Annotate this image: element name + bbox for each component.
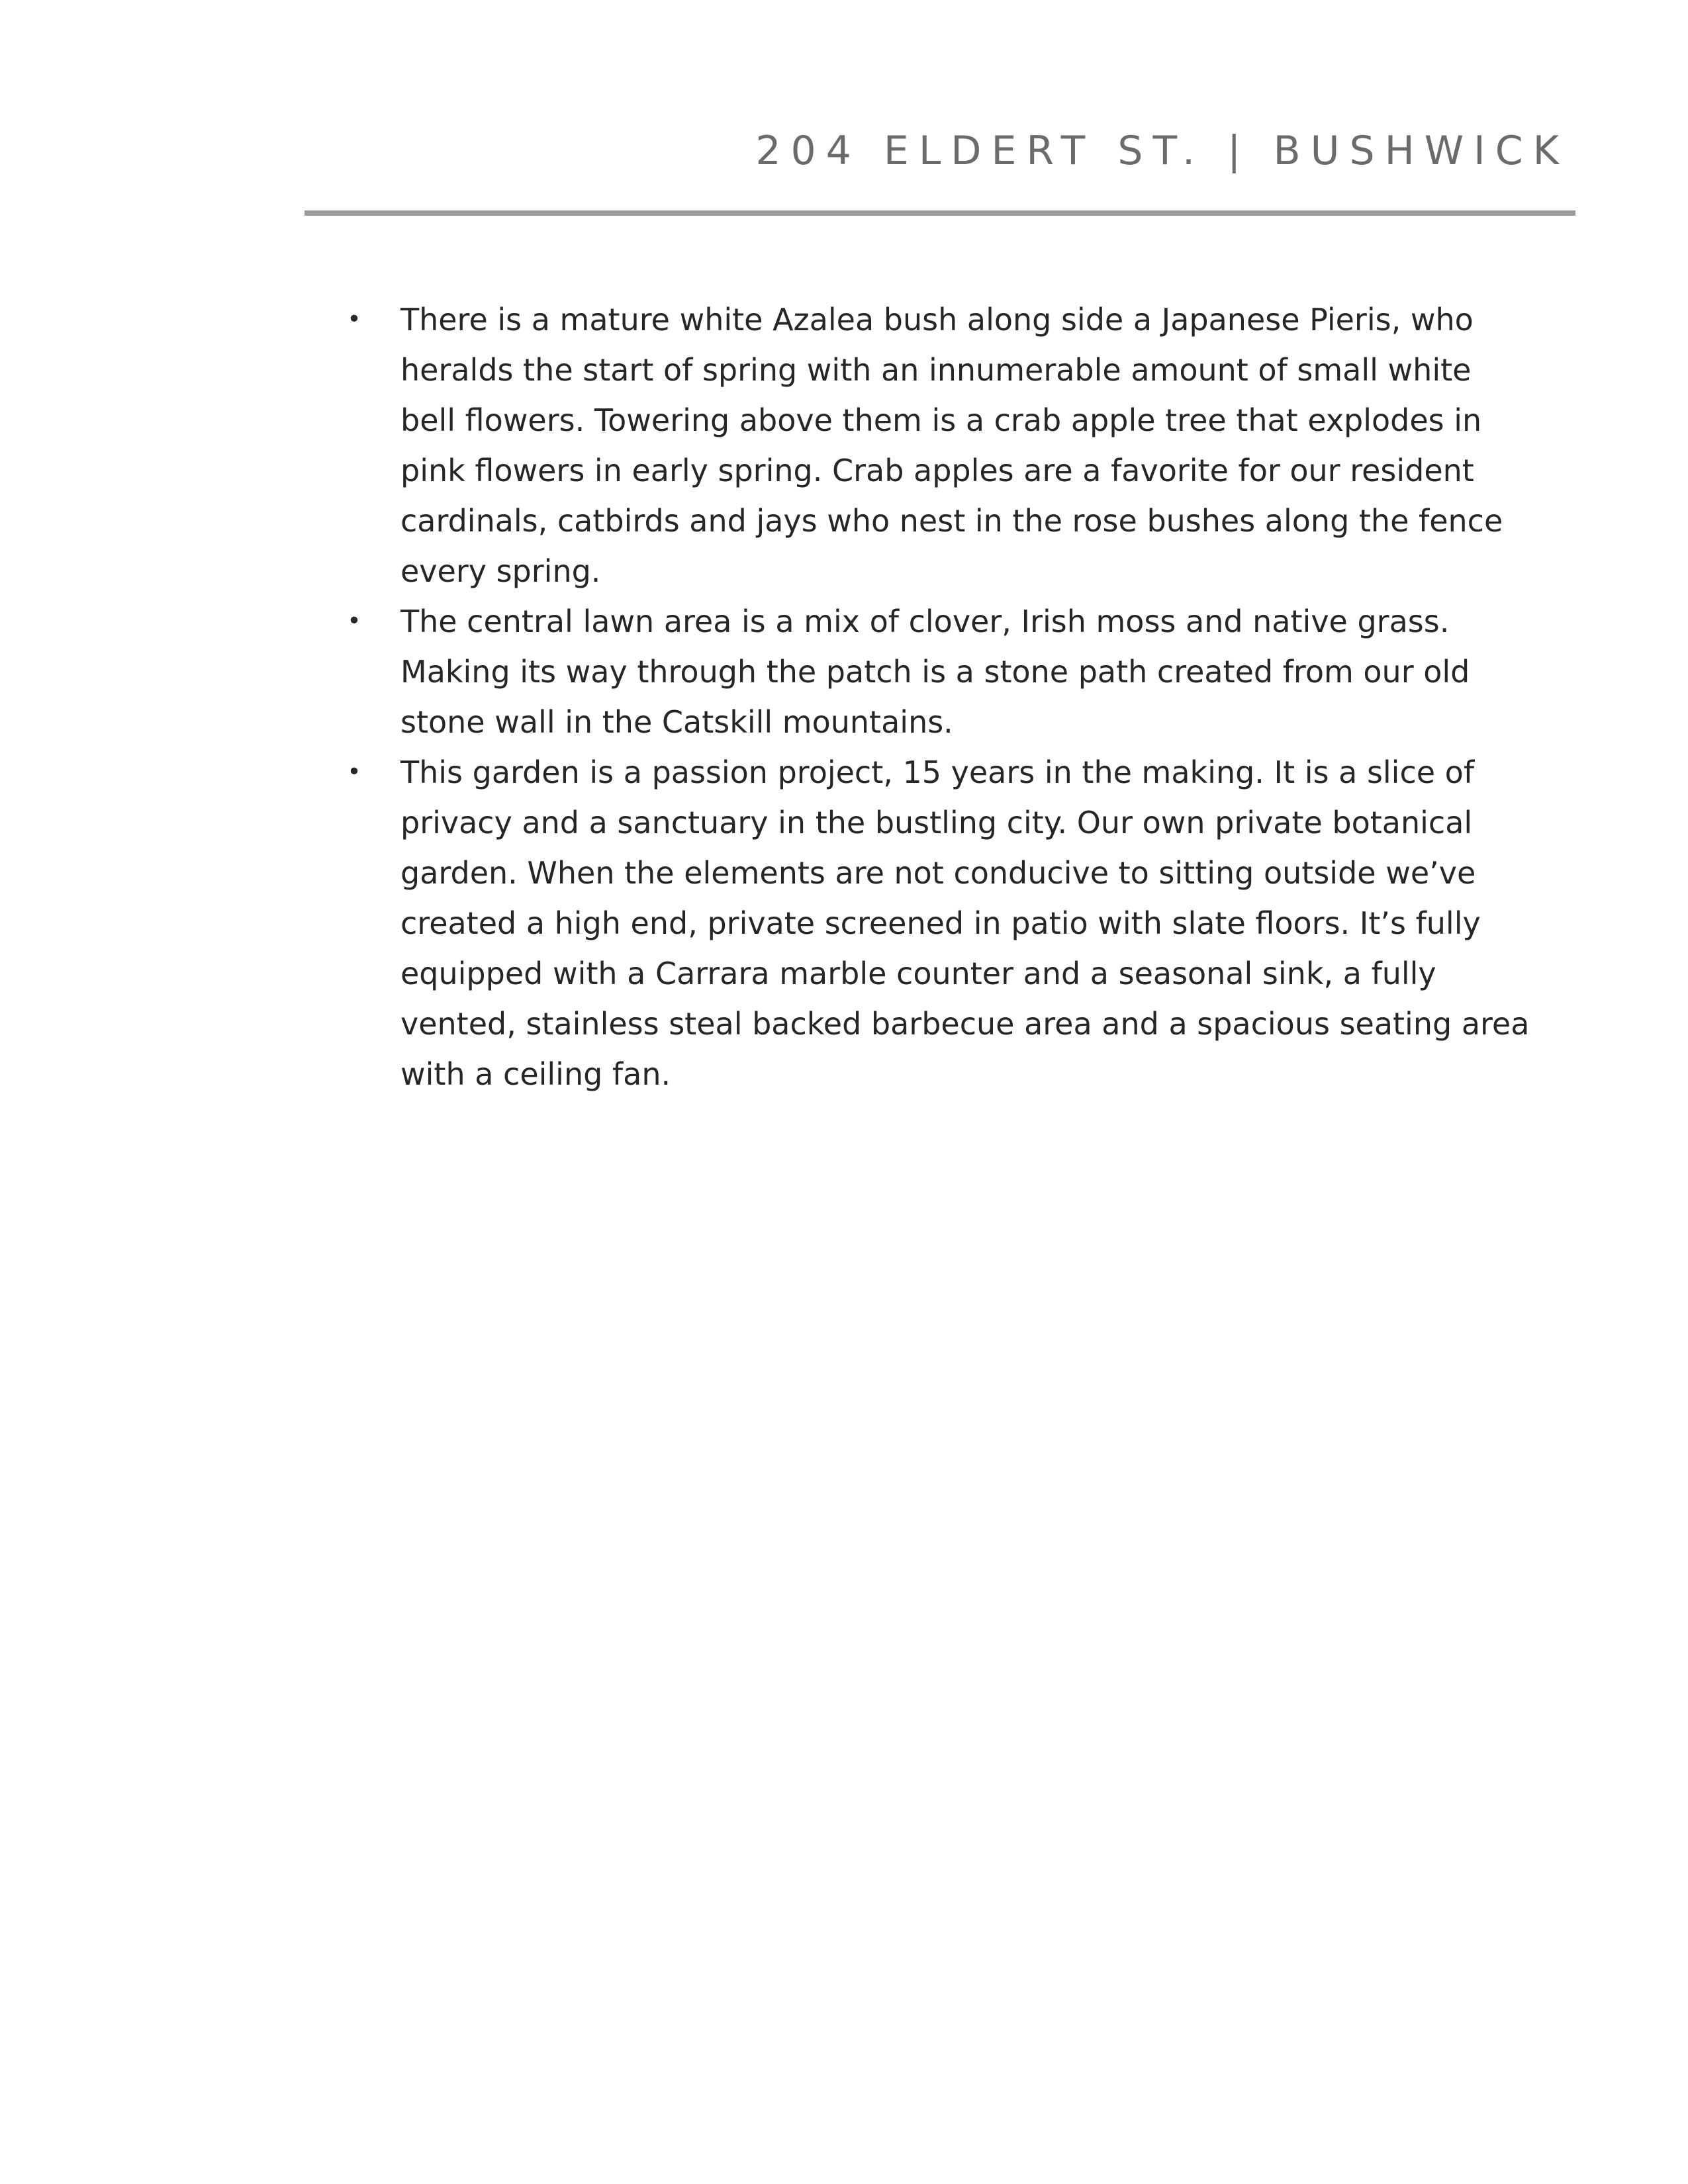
- list-item-text: This garden is a passion project, 15 years in the making. It is a slice of privacy and a sanctuary in the bustling city. Our own private botanical garden. When the elements are not conducive to sitting outside we’ve created a high end, private screened in patio with slate floors. It’s fully equipped with a Carrara marble counter and a seasonal sink, a fully vented, stainless steal backed barbecue area and a spacious seating area with a ceiling fan.: [400, 754, 1530, 1092]
- list-item-text: The central lawn area is a mix of clover, Irish moss and native grass. Making its way through the patch is a stone path created from our old stone wall in the Catskill mountains.: [400, 604, 1470, 740]
- list-item-text: There is a mature white Azalea bush along side a Japanese Pieris, who heralds the start of spring with an innumerable amount of small white bell flowers. Towering above them is a crab apple tree that explodes in pink flowers in early spring. Crab apples are a favorite for our resident cardinals, catbirds and jays who nest in the rose bushes along the fence every spring.: [400, 302, 1503, 589]
- list-item: [344, 596, 1536, 747]
- bullet-icon: •: [347, 758, 361, 786]
- bullet-icon: •: [347, 608, 361, 635]
- list-item: [344, 295, 1536, 596]
- page-title: 204 ELDERT ST. | BUSHWICK: [755, 128, 1569, 174]
- feature-list: [344, 295, 1536, 1099]
- header-divider: [305, 210, 1575, 216]
- bullet-icon: •: [347, 306, 361, 333]
- list-item: [344, 747, 1536, 1099]
